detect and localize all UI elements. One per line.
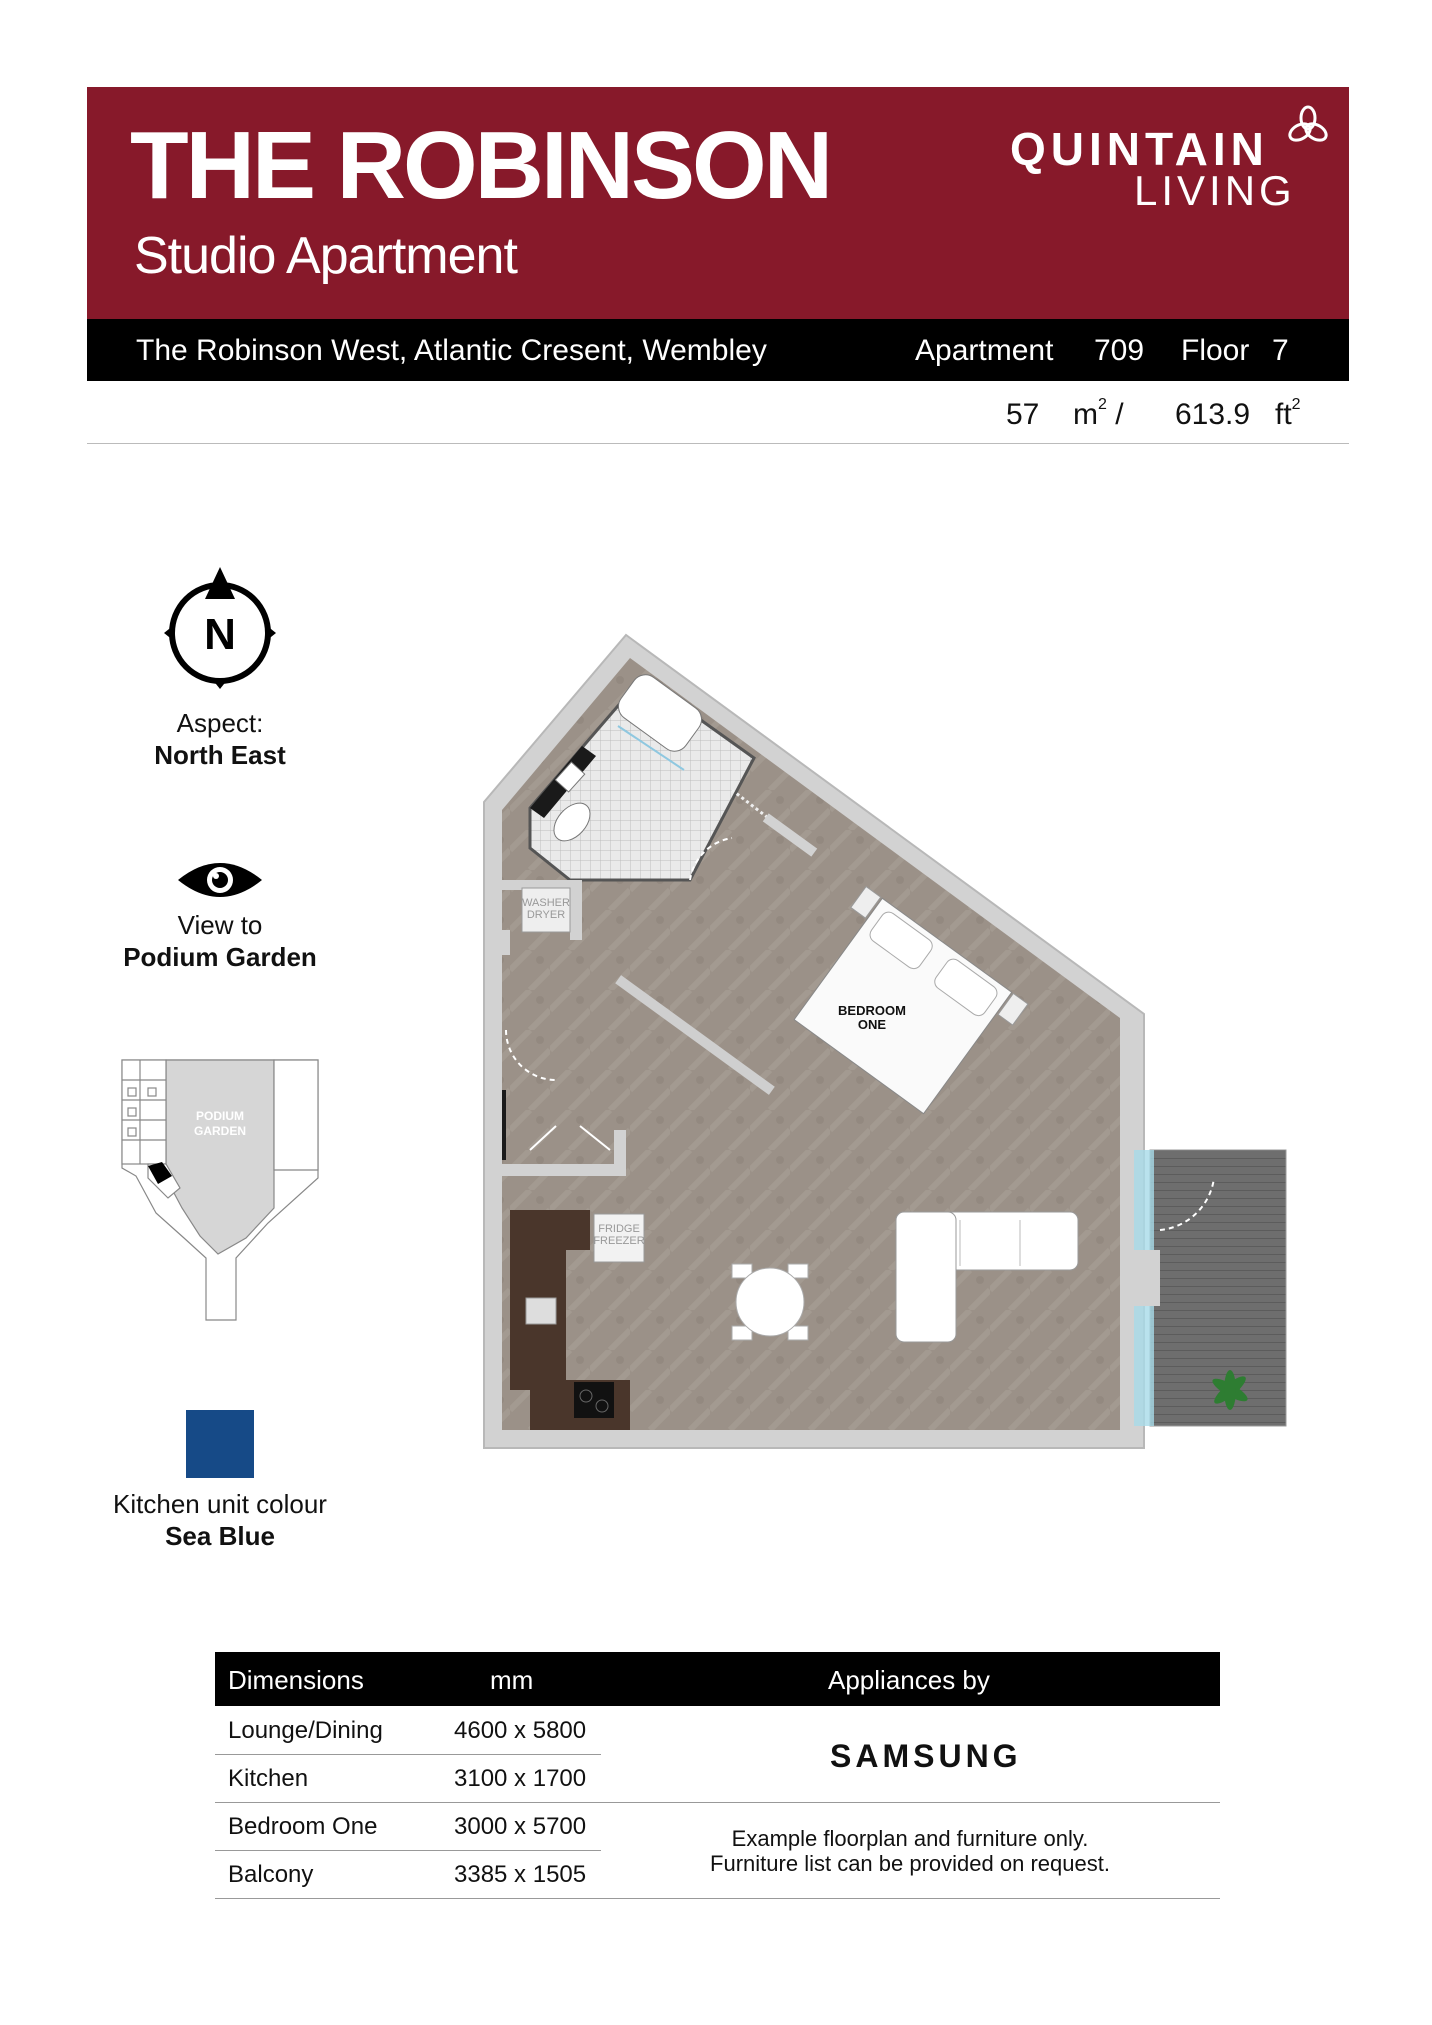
trefoil-logo-icon (1286, 104, 1330, 148)
apartment-number: 709 (1094, 334, 1145, 367)
floor-label: Floor (1181, 334, 1250, 367)
aspect-label: Aspect: (176, 708, 264, 738)
apartment-label: Apartment (915, 334, 1054, 367)
room-name: Bedroom One (228, 1813, 378, 1840)
area-sqm-unit: $m^2$ / (1073, 396, 1124, 431)
brand-logo-line2: LIVING (1134, 167, 1296, 214)
kitchen-colour-swatch (186, 1410, 254, 1478)
eye-view-icon (176, 856, 264, 904)
room-size: 4600 x 5800 (454, 1717, 587, 1744)
room-name: Lounge/Dining (228, 1717, 383, 1744)
view-value: Podium Garden (123, 942, 317, 972)
appliances-header: Appliances by (828, 1665, 990, 1695)
row-divider (215, 1850, 601, 1851)
page-title: THE ROBINSON (130, 112, 831, 219)
keyplan-label: PODIUM GARDEN (193, 1109, 247, 1138)
room-size: 3385 x 1505 (454, 1861, 587, 1888)
bedroom-label: BEDROOM ONE (838, 1003, 906, 1032)
divider (87, 443, 1349, 444)
view-label: View to (177, 910, 263, 940)
kitchen-colour-label: Kitchen unit colour (113, 1489, 327, 1519)
room-size: 3100 x 1700 (454, 1765, 587, 1792)
floorplan-drawing (470, 630, 1290, 1460)
fridge-freezer-label: FRIDGE FREEZER (593, 1223, 645, 1247)
samsung-brand-logo: SAMSUNG (830, 1738, 1022, 1774)
address: The Robinson West, Atlantic Cresent, Wembley (136, 334, 767, 367)
disclaimer-line2: Furniture list can be provided on request. (710, 1851, 1110, 1876)
row-divider (215, 1754, 601, 1755)
building-keyplan (118, 1058, 322, 1324)
area-sqft-unit: $ft^2$ (1275, 396, 1301, 431)
page-subtitle: Studio Apartment (134, 227, 517, 285)
brand-logo-line1: QUINTAIN (1010, 123, 1269, 175)
floor-number: 7 (1272, 334, 1289, 367)
row-divider (215, 1898, 1220, 1899)
area-sqm: 57 (1006, 398, 1040, 431)
aspect-value: North East (154, 740, 286, 770)
room-size: 3000 x 5700 (454, 1813, 587, 1840)
row-divider (215, 1802, 1220, 1803)
kitchen-colour-value: Sea Blue (165, 1521, 275, 1551)
disclaimer-line1: Example floorplan and furniture only. (731, 1826, 1089, 1851)
dimensions-table-header (215, 1652, 1220, 1706)
room-name: Kitchen (228, 1765, 309, 1792)
area-sqft: 613.9 (1175, 398, 1251, 431)
unit-header: mm (490, 1665, 534, 1695)
room-name: Balcony (228, 1861, 314, 1888)
north-compass-icon (160, 565, 280, 691)
dimensions-header: Dimensions (228, 1665, 364, 1695)
compass-letter: N (204, 610, 236, 659)
washer-dryer-label: WASHER DRYER (522, 897, 570, 921)
